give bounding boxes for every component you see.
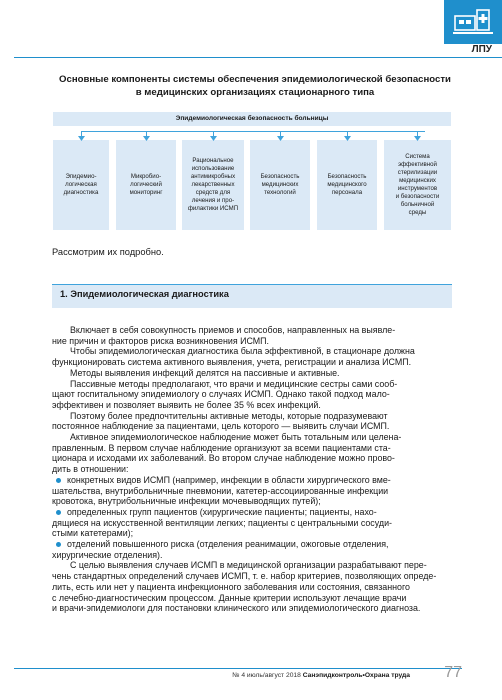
arrow-down-icon <box>414 131 421 141</box>
figure-title: Основные компоненты системы обеспечения эпидемиологической безопасности в медицинских организациях стационарного типа <box>59 74 451 98</box>
paragraph: С целью выявления случаев ИСМП в медицинской организации разрабатывают пере- чень стандартных определений случаев ИСМП, т. е. набор критериев, позволяющих опреде- лить, есть или нет у пациента инфекционного заболевания или состояния, связанного с лечебно-диагностическим процессом. Данные критерии используют лечащие врачи и врачи-эпидемиологи для постановки клинического или эпидемиологического диагноза. <box>52 560 437 614</box>
arrow-down-icon <box>344 131 351 141</box>
component-label: Рациональное использование антимикробных лекарственных средств для лечения и про- филактики ИСМП <box>187 157 239 212</box>
bullet-icon <box>56 478 61 483</box>
journal-name: Санэпидконтроль•Охрана труда <box>302 672 410 679</box>
intro-paragraph: Рассмотрим их подробно. <box>52 247 164 257</box>
section-tag: ЛПУ <box>471 44 492 55</box>
component-label: Безопасность медицинского персонала <box>327 173 367 196</box>
bullet-item: отделений повышенного риска (отделения реанимации, ожоговые отделения, хирургические отделения). <box>52 539 389 560</box>
article-body <box>52 325 452 614</box>
component-label: Микробио- логический мониторинг <box>129 173 163 196</box>
hospital-icon <box>453 6 493 38</box>
component-box-sterilization <box>384 140 451 230</box>
figure-connector-line <box>81 131 425 132</box>
bullet-item: определенных групп пациентов (хирургические пациенты; пациенты, нахо- дящиеся на искусственной вентиляции легких; пациенты с центральными сосуди- стыми катетерами); <box>52 506 392 539</box>
bullet-icon <box>56 542 61 547</box>
paragraph: Чтобы эпидемиологическая диагностика была эффективной, в стационаре должна функционировать система активного выявления, учета, регистрации и анализа ИСМП. <box>52 346 415 368</box>
header-divider <box>14 57 502 58</box>
component-box-micro-monitoring <box>116 140 176 230</box>
component-label: Система эффективной стерилизации медицинских инструментов и безопасности больничной среды <box>395 153 440 216</box>
figure-top-box: Эпидемиологическая безопасность больницы <box>53 112 451 126</box>
component-box-epi-diagnostics <box>53 140 109 230</box>
section-title: 1. Эпидемиологическая диагностика <box>60 289 229 299</box>
arrow-down-icon <box>210 131 217 141</box>
component-label: Эпидемио- логическая диагностика <box>63 173 99 196</box>
arrow-down-icon <box>143 131 150 141</box>
paragraph: Включает в себя совокупность приемов и способов, направленных на выявле- ние причин и факторов риска возникновения ИСМП. <box>52 325 396 346</box>
component-label: Безопасность медицинских технологий <box>260 173 300 196</box>
arrow-down-icon <box>78 131 85 141</box>
paragraph: Активное эпидемиологическое наблюдение может быть тотальным или целена- правленным. В первом случае наблюдение организуют за всеми пациентами ста- ционара и исходами их заболеваний. Во втором случае наблюдение можно прово- дить в отношении: <box>52 432 402 475</box>
paragraph: Пассивные методы предполагают, что врачи и медицинские сестры сами сооб- щают госпитальному эпидемиологу о случаях ИСМП. Однако такой подход мало- эффективен и позволяет выявить не более 35 % всех инфекций. <box>52 378 398 410</box>
component-box-antimicrobial-use <box>182 140 244 230</box>
bullet-item: конкретных видов ИСМП (например, инфекции в области хирургического вме- шательства, внутрибольничные пневмонии, катетер-ассоциированные инфекции кровотока, внутрибольничные инфекции мочевыводящих путей); <box>52 474 391 507</box>
bullet-icon <box>56 510 61 515</box>
component-box-med-tech-safety <box>250 140 310 230</box>
section-badge <box>444 0 502 44</box>
footer-divider <box>14 668 462 669</box>
page-number: 77 <box>444 664 462 681</box>
component-box-staff-safety <box>317 140 377 230</box>
arrow-down-icon <box>277 131 284 141</box>
paragraph: Поэтому более предпочтительны активные методы, которые подразумевают постоянное наблюдение за пациентами, цель которого — выявить случаи ИСМП. <box>52 410 390 432</box>
paragraph: Методы выявления инфекций делятся на пассивные и активные. <box>70 367 340 378</box>
footer-issue: № 4 июль/август 2018 Санэпидконтроль•Охрана труда <box>232 672 410 679</box>
